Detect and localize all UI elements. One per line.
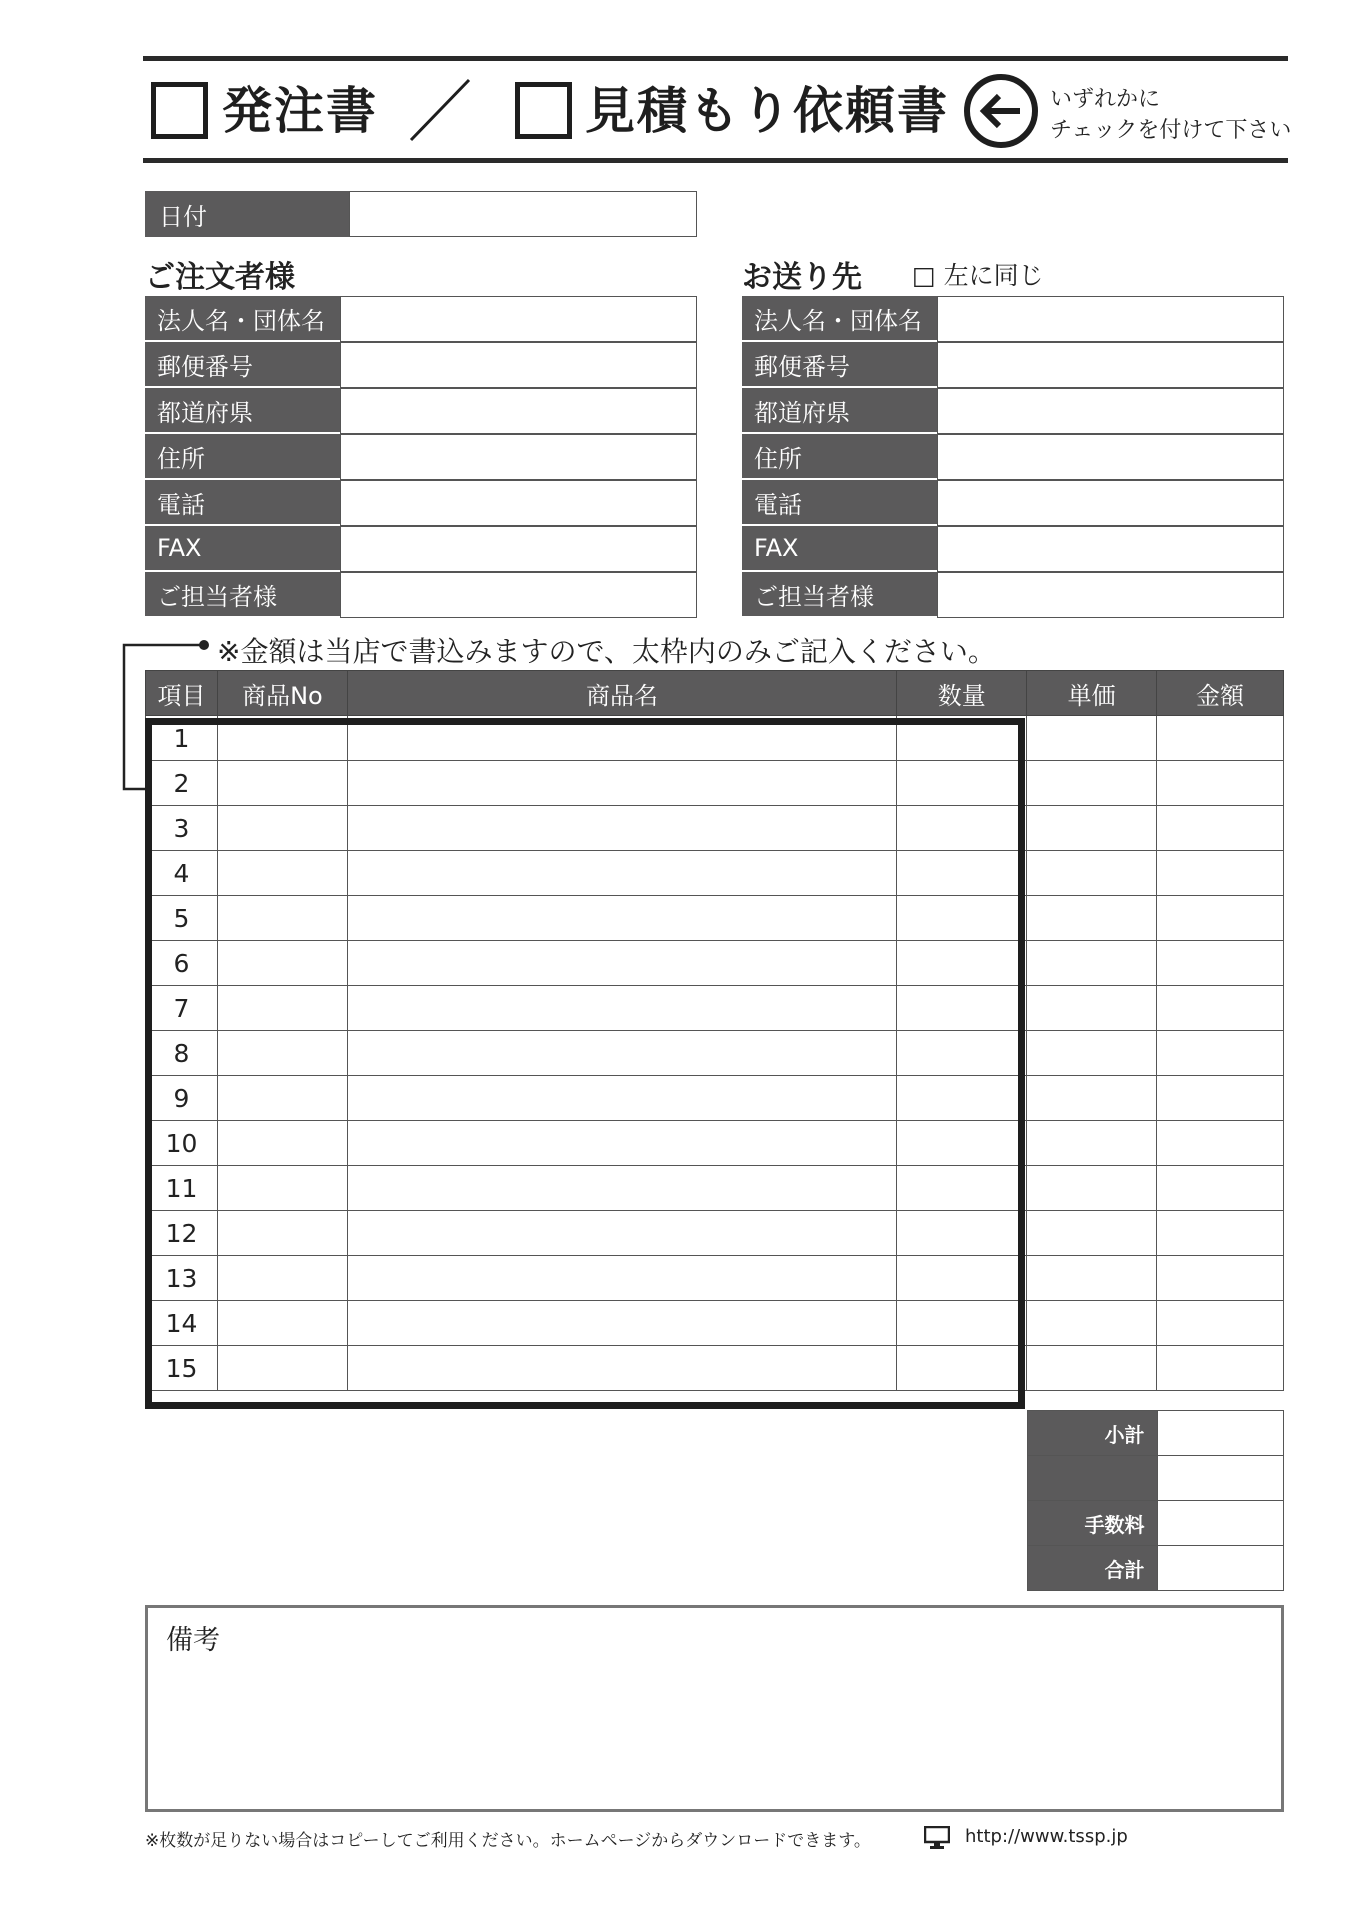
shipping-block (742, 296, 1284, 618)
shipping-label: 電話 (742, 480, 937, 526)
product-no-cell[interactable] (217, 1301, 347, 1346)
left-arrow-circle-icon (962, 72, 1040, 150)
orderer-label: 郵便番号 (145, 342, 340, 388)
subtotal-field[interactable] (1157, 1411, 1283, 1456)
product-no-cell[interactable] (217, 1031, 347, 1076)
item-number: 10 (146, 1121, 218, 1166)
same-as-left-checkbox[interactable]: □ 左に同じ (912, 261, 1044, 290)
unit-price-cell[interactable] (1027, 896, 1157, 941)
amount-cell[interactable] (1157, 1256, 1284, 1301)
table-row (146, 896, 1284, 941)
unit-price-cell[interactable] (1027, 761, 1157, 806)
unit-price-cell[interactable] (1027, 986, 1157, 1031)
product-no-cell[interactable] (217, 896, 347, 941)
orderer-row (145, 388, 697, 434)
col-header-quantity: 数量 (897, 671, 1027, 716)
amount-cell[interactable] (1157, 1346, 1284, 1391)
slash-divider (405, 76, 475, 144)
quantity-cell[interactable] (897, 761, 1027, 806)
orderer-field[interactable] (340, 480, 697, 526)
product-name-cell[interactable] (347, 1166, 896, 1211)
orderer-label: 住所 (145, 434, 340, 480)
product-name-cell[interactable] (347, 941, 896, 986)
header-top-rule (143, 56, 1288, 61)
amount-cell[interactable] (1157, 1031, 1284, 1076)
item-number: 6 (146, 941, 218, 986)
orderer-field[interactable] (340, 434, 697, 480)
orderer-title: ご注文者様 (145, 260, 295, 295)
product-no-cell[interactable] (217, 851, 347, 896)
monitor-icon (924, 1826, 950, 1850)
product-name-cell[interactable] (347, 1121, 896, 1166)
item-number: 7 (146, 986, 218, 1031)
orderer-row (145, 572, 697, 618)
table-row (146, 986, 1284, 1031)
product-no-cell[interactable] (217, 1166, 347, 1211)
amount-cell[interactable] (1157, 986, 1284, 1031)
summary-table (1027, 1410, 1284, 1591)
orderer-label: 都道府県 (145, 388, 340, 434)
item-number: 9 (146, 1076, 218, 1121)
quantity-cell[interactable] (897, 1121, 1027, 1166)
orderer-label: ご担当者様 (145, 572, 340, 618)
table-row (146, 1301, 1284, 1346)
product-name-cell[interactable] (347, 1301, 896, 1346)
blank-field[interactable] (1157, 1456, 1283, 1501)
shipping-label: 都道府県 (742, 388, 937, 434)
shipping-field[interactable] (937, 342, 1284, 388)
quantity-cell[interactable] (897, 806, 1027, 851)
product-no-cell[interactable] (217, 941, 347, 986)
unit-price-cell[interactable] (1027, 716, 1157, 761)
fee-label: 手数料 (1028, 1501, 1158, 1546)
unit-price-cell[interactable] (1027, 1301, 1157, 1346)
item-number: 8 (146, 1031, 218, 1076)
orderer-label: 法人名・団体名 (145, 296, 340, 342)
item-table (145, 670, 1284, 1391)
quantity-cell[interactable] (897, 1256, 1027, 1301)
item-number: 1 (146, 716, 218, 761)
date-field[interactable] (349, 191, 697, 237)
item-number: 3 (146, 806, 218, 851)
product-name-cell[interactable] (347, 1031, 896, 1076)
unit-price-cell[interactable] (1027, 1211, 1157, 1256)
product-name-cell[interactable] (347, 896, 896, 941)
date-label: 日付 (145, 191, 350, 237)
quantity-cell[interactable] (897, 1346, 1027, 1391)
shipping-row (742, 572, 1284, 618)
item-number: 13 (146, 1256, 218, 1301)
shipping-row (742, 296, 1284, 342)
order-form-label: 発注書 (222, 82, 378, 140)
estimate-request-label: 見積もり依頼書 (585, 82, 949, 140)
total-row (1028, 1546, 1284, 1591)
unit-price-cell[interactable] (1027, 1166, 1157, 1211)
col-header-product-no: 商品No (217, 671, 347, 716)
table-row (146, 1031, 1284, 1076)
col-header-amount: 金額 (1157, 671, 1284, 716)
total-label: 合計 (1028, 1546, 1158, 1591)
table-row (146, 1121, 1284, 1166)
product-no-cell[interactable] (217, 1211, 347, 1256)
amount-cell[interactable] (1157, 896, 1284, 941)
item-number: 12 (146, 1211, 218, 1256)
product-name-cell[interactable] (347, 761, 896, 806)
quantity-cell[interactable] (897, 1211, 1027, 1256)
product-no-cell[interactable] (217, 1121, 347, 1166)
product-no-cell[interactable] (217, 986, 347, 1031)
col-header-item: 項目 (146, 671, 218, 716)
shipping-row (742, 388, 1284, 434)
product-name-cell[interactable] (347, 806, 896, 851)
shipping-field[interactable] (937, 572, 1284, 618)
product-name-cell[interactable] (347, 986, 896, 1031)
shipping-field[interactable] (937, 388, 1284, 434)
header-bottom-rule (143, 158, 1288, 163)
item-number: 4 (146, 851, 218, 896)
remarks-label: 備考 (166, 1625, 220, 1656)
product-no-cell[interactable] (217, 1346, 347, 1391)
amount-cell[interactable] (1157, 761, 1284, 806)
shipping-label: 法人名・団体名 (742, 296, 937, 342)
amount-cell[interactable] (1157, 1301, 1284, 1346)
amount-cell[interactable] (1157, 716, 1284, 761)
product-no-cell[interactable] (217, 1076, 347, 1121)
instruction-note: ※金額は当店で書込みますので、太枠内のみご記入ください。 (217, 635, 996, 668)
amount-cell[interactable] (1157, 1121, 1284, 1166)
table-row (146, 1166, 1284, 1211)
footer-url-link[interactable]: http://www.tssp.jp (965, 1826, 1128, 1847)
product-name-cell[interactable] (347, 1346, 896, 1391)
amount-cell[interactable] (1157, 941, 1284, 986)
blank-label (1028, 1456, 1158, 1501)
product-name-cell[interactable] (347, 716, 896, 761)
orderer-row (145, 296, 697, 342)
product-name-cell[interactable] (347, 1211, 896, 1256)
orderer-block (145, 296, 697, 618)
shipping-label: FAX (742, 526, 937, 572)
shipping-label: ご担当者様 (742, 572, 937, 618)
subtotal-row (1028, 1411, 1284, 1456)
shipping-row (742, 480, 1284, 526)
col-header-unit-price: 単価 (1027, 671, 1157, 716)
shipping-label: 郵便番号 (742, 342, 937, 388)
item-number: 5 (146, 896, 218, 941)
unit-price-cell[interactable] (1027, 1076, 1157, 1121)
quantity-cell[interactable] (897, 1166, 1027, 1211)
fee-field[interactable] (1157, 1501, 1283, 1546)
orderer-row (145, 526, 697, 572)
table-row (146, 941, 1284, 986)
amount-cell[interactable] (1157, 1211, 1284, 1256)
quantity-cell[interactable] (897, 1076, 1027, 1121)
blank-row (1028, 1456, 1284, 1501)
item-table-header (146, 671, 1284, 716)
order-form-checkbox[interactable] (151, 82, 208, 139)
orderer-label: FAX (145, 526, 340, 572)
product-no-cell[interactable] (217, 716, 347, 761)
table-row (146, 716, 1284, 761)
orderer-row (145, 434, 697, 480)
orderer-row (145, 480, 697, 526)
orderer-field[interactable] (340, 388, 697, 434)
unit-price-cell[interactable] (1027, 851, 1157, 896)
product-no-cell[interactable] (217, 1256, 347, 1301)
instruction-line-2: チェックを付けて下さい (1050, 118, 1292, 143)
item-number: 14 (146, 1301, 218, 1346)
unit-price-cell[interactable] (1027, 1121, 1157, 1166)
table-row (146, 806, 1284, 851)
shipping-field[interactable] (937, 434, 1284, 480)
unit-price-cell[interactable] (1027, 1256, 1157, 1301)
table-row (146, 1256, 1284, 1301)
unit-price-cell[interactable] (1027, 1346, 1157, 1391)
table-row (146, 1346, 1284, 1391)
unit-price-cell[interactable] (1027, 941, 1157, 986)
orderer-field[interactable] (340, 572, 697, 618)
quantity-cell[interactable] (897, 1301, 1027, 1346)
orderer-label: 電話 (145, 480, 340, 526)
shipping-row (742, 342, 1284, 388)
shipping-field[interactable] (937, 480, 1284, 526)
product-name-cell[interactable] (347, 1256, 896, 1301)
shipping-row (742, 434, 1284, 480)
shipping-field[interactable] (937, 296, 1284, 342)
product-no-cell[interactable] (217, 806, 347, 851)
item-number: 15 (146, 1346, 218, 1391)
unit-price-cell[interactable] (1027, 806, 1157, 851)
instruction-line-1: いずれかに (1050, 87, 1161, 112)
quantity-cell[interactable] (897, 1031, 1027, 1076)
table-row (146, 1076, 1284, 1121)
product-no-cell[interactable] (217, 761, 347, 806)
amount-cell[interactable] (1157, 806, 1284, 851)
shipping-title: お送り先 (742, 260, 862, 295)
total-field[interactable] (1157, 1546, 1283, 1591)
amount-cell[interactable] (1157, 1166, 1284, 1211)
table-row (146, 761, 1284, 806)
orderer-field[interactable] (340, 296, 697, 342)
amount-cell[interactable] (1157, 1076, 1284, 1121)
shipping-row (742, 526, 1284, 572)
product-name-cell[interactable] (347, 1076, 896, 1121)
subtotal-label: 小計 (1028, 1411, 1158, 1456)
quantity-cell[interactable] (897, 851, 1027, 896)
unit-price-cell[interactable] (1027, 1031, 1157, 1076)
shipping-label: 住所 (742, 434, 937, 480)
quantity-cell[interactable] (897, 716, 1027, 761)
orderer-field[interactable] (340, 342, 697, 388)
col-header-product-name: 商品名 (347, 671, 896, 716)
shipping-field[interactable] (937, 526, 1284, 572)
product-name-cell[interactable] (347, 851, 896, 896)
quantity-cell[interactable] (897, 986, 1027, 1031)
item-number: 11 (146, 1166, 218, 1211)
fee-row (1028, 1501, 1284, 1546)
table-row (146, 851, 1284, 896)
table-row (146, 1211, 1284, 1256)
orderer-field[interactable] (340, 526, 697, 572)
item-number: 2 (146, 761, 218, 806)
estimate-request-checkbox[interactable] (515, 82, 572, 139)
orderer-row (145, 342, 697, 388)
amount-cell[interactable] (1157, 851, 1284, 896)
quantity-cell[interactable] (897, 896, 1027, 941)
quantity-cell[interactable] (897, 941, 1027, 986)
remarks-box[interactable] (145, 1605, 1284, 1812)
footer-note: ※枚数が足りない場合はコピーしてご利用ください。ホームページからダウンロードできます。 (145, 1831, 871, 1851)
